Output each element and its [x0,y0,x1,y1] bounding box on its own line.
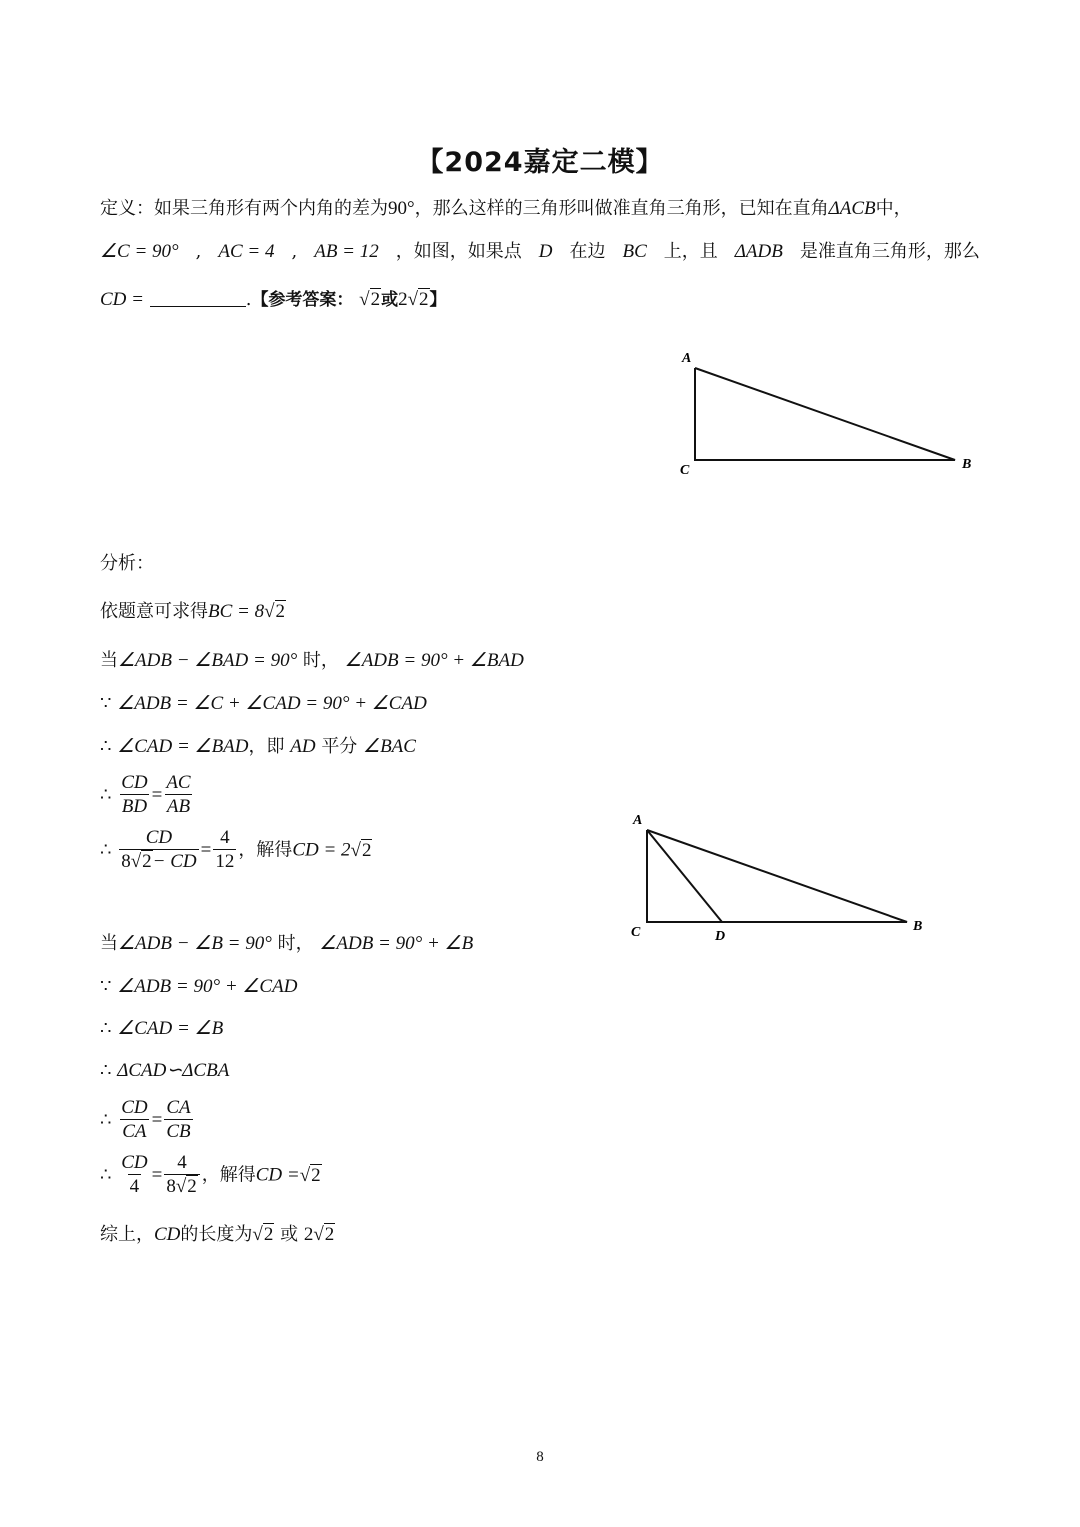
text: ，那么这样的三角形叫做准直角三角形，已知在直角 [414,198,829,219]
text: 平分 [321,736,358,757]
math: BC = 8 [208,601,265,622]
text: 在边 [569,241,606,262]
analysis-line-9 [100,1016,223,1042]
analysis-line-10 [100,1058,229,1084]
text: 或 [280,1224,299,1245]
text: 上，且 [663,241,718,262]
analysis-line-7 [100,931,473,957]
label-d: D [715,929,726,944]
analysis-line-4 [100,734,416,760]
sqrt-expr: √2 [313,1224,335,1245]
text: ，解得 [238,839,293,861]
therefore-symbol: ∴ [100,839,112,861]
analysis-line-11: ∴ $\frac{CD}{CA}$ = $\frac{CA}{CB}$ [100,1097,191,1142]
therefore-symbol: ∴ [100,736,112,757]
problem-line-3 [100,287,447,313]
math: ∠ADB = 90° + ∠CAD [117,976,298,997]
math: ∠C = 90° [100,241,179,262]
triangle-figure-1 [670,340,990,490]
analysis-line-1 [100,599,286,625]
therefore-symbol: ∴ [100,1109,112,1131]
text: 中， [875,198,912,219]
problem-line-2: ∠C = 90° , AC = 4 , AB = 12 ，如图，如果点 D 在边 BC 上，且 ΔADB 是准直角三角形，那么 [100,239,980,265]
math: CD = [100,289,144,310]
math: CD = [255,1164,300,1186]
page-number: 8 [536,1449,544,1465]
math: ΔCAD∽ΔCBA [117,1060,230,1081]
label-a: A [682,351,692,366]
analysis-line-8 [100,974,297,1000]
math: ∠ADB − ∠B = 90° [118,933,272,954]
fraction: $\frac{CD}{8√2- CD}$ [121,827,197,872]
answer-label: 【参考答案： [251,290,354,310]
sqrt-expr: √2 [350,839,372,861]
label-b: B [913,919,923,934]
sqrt-expr: √2 [252,1224,274,1245]
fraction: $\frac{4}{8√2}$ [164,1152,199,1199]
sqrt-expr: √2 [407,289,429,310]
analysis-heading: 分析： [100,553,154,574]
text: ，解得 [201,1164,256,1186]
text: 是准直角三角形，那么 [799,241,980,262]
math: 2 [303,1224,314,1245]
fraction: $\frac{AC}{AB}$ [166,772,191,817]
triangle-figure-2 [620,805,940,955]
fraction: $\frac{CD}{BD}$ [121,772,148,817]
math: AD [290,736,316,757]
text: 综上， [100,1224,154,1245]
math: ∠CAD = ∠BAD [117,736,249,757]
text: 依题意可求得 [100,601,208,622]
math: ∠ADB = 90° + ∠B [319,933,474,954]
therefore-symbol: ∴ [100,1018,112,1039]
text: 定义：如果三角形有两个内角的差为 [100,198,388,219]
analysis-line-6: ∴ $\frac{CD}{8√2- CD}$ = $\frac{4}{12}$ ，解得CD = 2√2 [100,827,372,872]
text: 时， [302,650,339,671]
text: 】 [429,290,447,310]
text: 当 [100,650,118,671]
fraction: $\frac{CD}{4}$ [121,1152,148,1197]
analysis-line-2 [100,648,524,674]
analysis-line-5: ∴ $\frac{CD}{BD}$ = $\frac{AC}{AB}$ [100,772,191,817]
math: CD = 2 [292,839,351,861]
text: 当 [100,933,118,954]
text: 或 [381,290,399,310]
therefore-symbol: ∴ [100,1060,112,1081]
math: ΔADB [734,241,783,262]
math: ∠ADB = 90° + ∠BAD [344,650,524,671]
math: CD [154,1224,181,1245]
label-a: A [633,813,643,828]
math: BC [622,241,647,262]
math: AB = 12 [314,241,379,262]
fraction: $\frac{4}{12}$ [215,827,235,872]
math: ΔACB [828,198,876,219]
math: ∠ADB = ∠C + ∠CAD = 90° + ∠CAD [117,693,427,714]
answer-blank [150,288,246,307]
analysis-line-3 [100,691,427,717]
sqrt-expr: √2 [359,289,381,310]
text: 时， [277,933,314,954]
label-c: C [631,925,641,940]
math: 90° [388,198,415,219]
text: ，如图，如果点 [395,241,522,262]
therefore-symbol: ∴ [100,784,112,806]
analysis-line-12: ∴ $\frac{CD}{4}$ = $\frac{4}{8√2}$ ，解得CD =√2 [100,1152,321,1197]
fraction: $\frac{CA}{CB}$ [166,1097,191,1142]
sqrt-expr: √2 [264,601,286,622]
sqrt-expr: √2 [299,1164,321,1186]
fraction: $\frac{CD}{CA}$ [121,1097,148,1142]
text: . [245,289,252,310]
math: D [538,241,553,262]
because-symbol: ∵ [100,693,112,714]
math: 2 [398,289,408,310]
because-symbol: ∵ [100,976,112,997]
page-title: 【2024嘉定二模】 [416,147,664,178]
label-b: B [962,457,972,472]
triangle-acb [647,830,907,922]
therefore-symbol: ∴ [100,1164,112,1186]
triangle-acb [695,368,955,460]
label-c: C [680,463,690,478]
text: ，即 [248,736,285,757]
math: ∠BAC [363,736,416,757]
problem-line-1 [100,196,912,222]
text: 的长度为 [180,1224,253,1245]
math: ∠CAD = ∠B [117,1018,224,1039]
analysis-summary [100,1222,335,1248]
math: ∠ADB − ∠BAD = 90° [118,650,298,671]
math: AC = 4 [218,241,275,262]
